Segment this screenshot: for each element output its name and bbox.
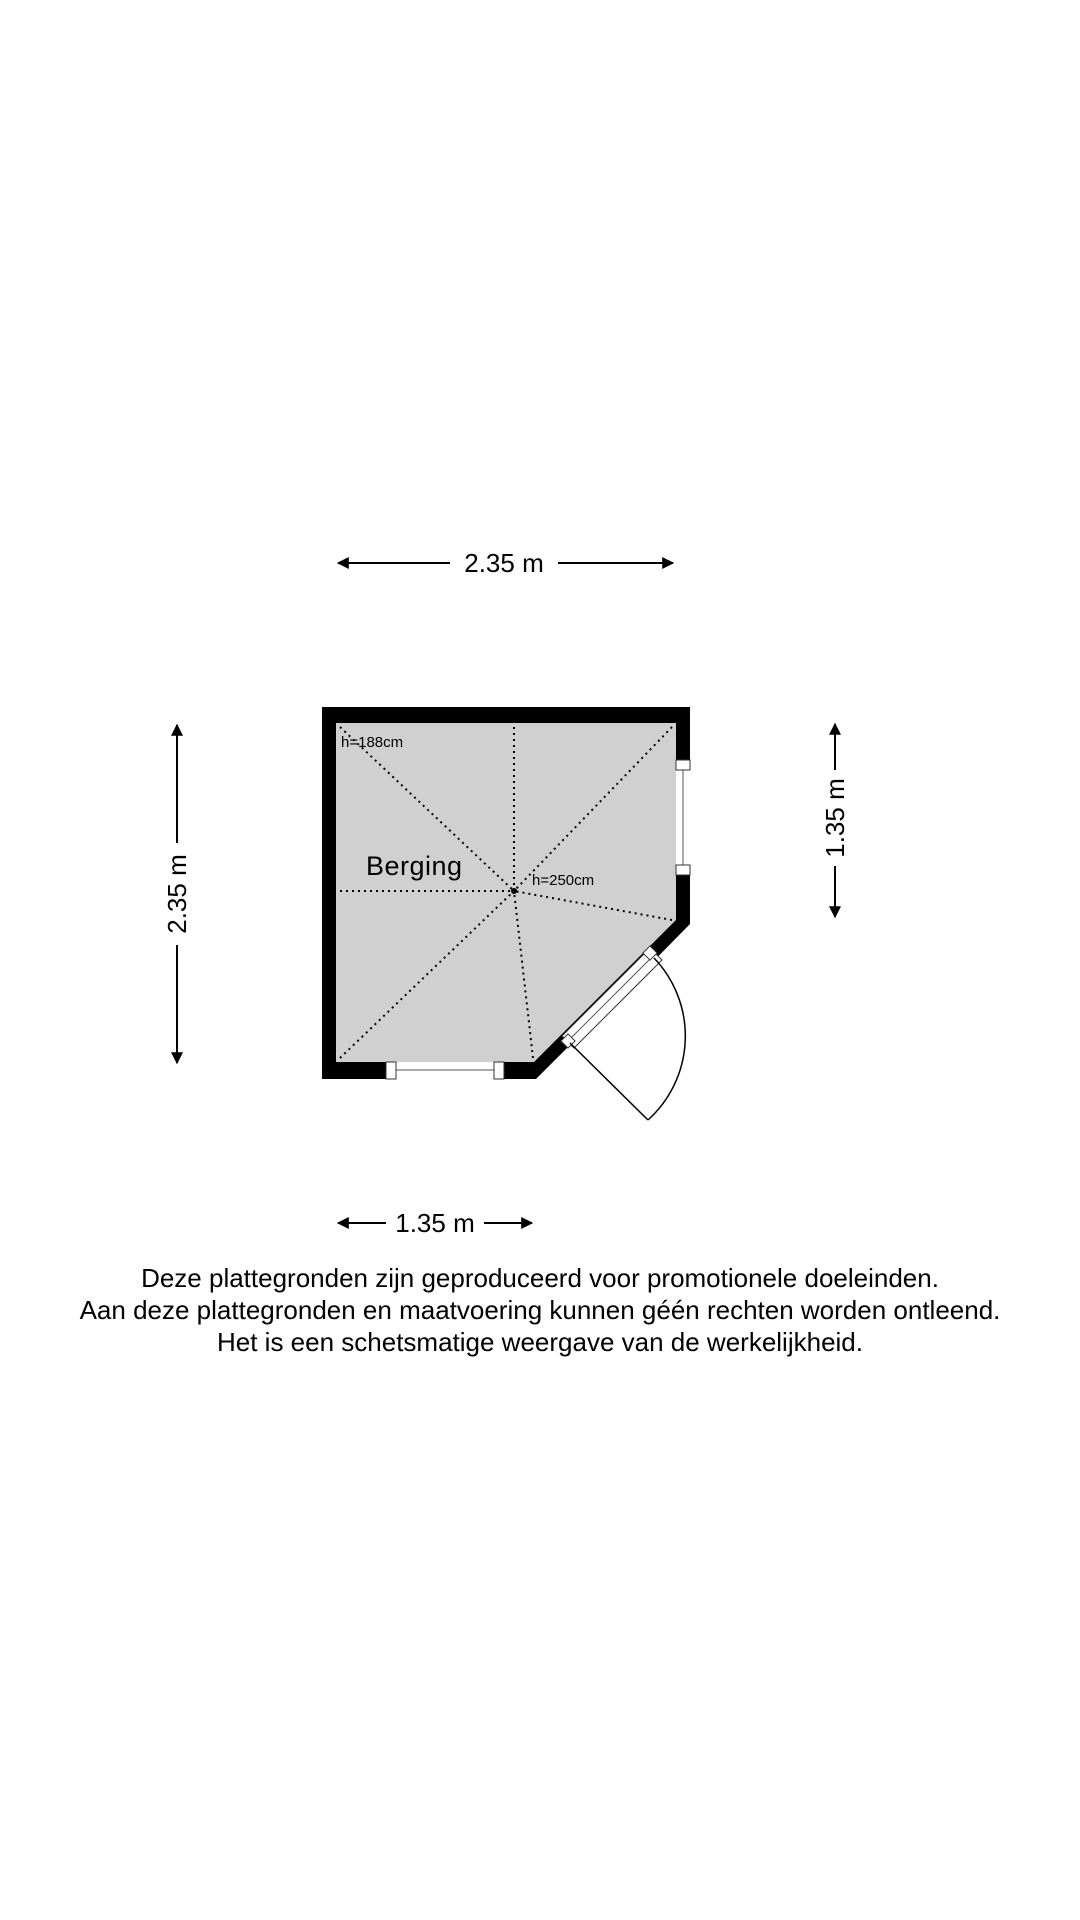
door-swing-arc (648, 958, 685, 1120)
bottom-dimension (338, 1208, 532, 1238)
ceiling-height-low: h=188cm (341, 734, 404, 751)
window-right (676, 760, 690, 875)
room-floor (336, 723, 676, 1062)
disclaimer (0, 1262, 1080, 1358)
disclaimer-line-2: Aan deze plattegronden en maatvoering kunnen géén rechten worden ontleend. (79, 1295, 1001, 1325)
right-dimension (820, 724, 850, 917)
bottom-dimension-label: 1.35 m (395, 1208, 475, 1238)
window-bottom (386, 1062, 504, 1079)
right-dimension-label: 1.35 m (820, 778, 850, 858)
left-dimension-label: 2.35 m (162, 854, 192, 934)
ceiling-peak (511, 888, 517, 894)
disclaimer-line-1: Deze plattegronden zijn geproduceerd voor promotionele doeleinden. (141, 1263, 939, 1293)
left-dimension (162, 725, 192, 1063)
ceiling-height-high: h=250cm (532, 872, 595, 889)
top-dimension-label: 2.35 m (464, 548, 544, 578)
room-name: Berging (366, 851, 463, 881)
door-leaf (570, 1043, 648, 1120)
disclaimer-line-3: Het is een schetsmatige weergave van de werkelijkheid. (216, 1327, 863, 1357)
top-dimension (338, 548, 673, 578)
